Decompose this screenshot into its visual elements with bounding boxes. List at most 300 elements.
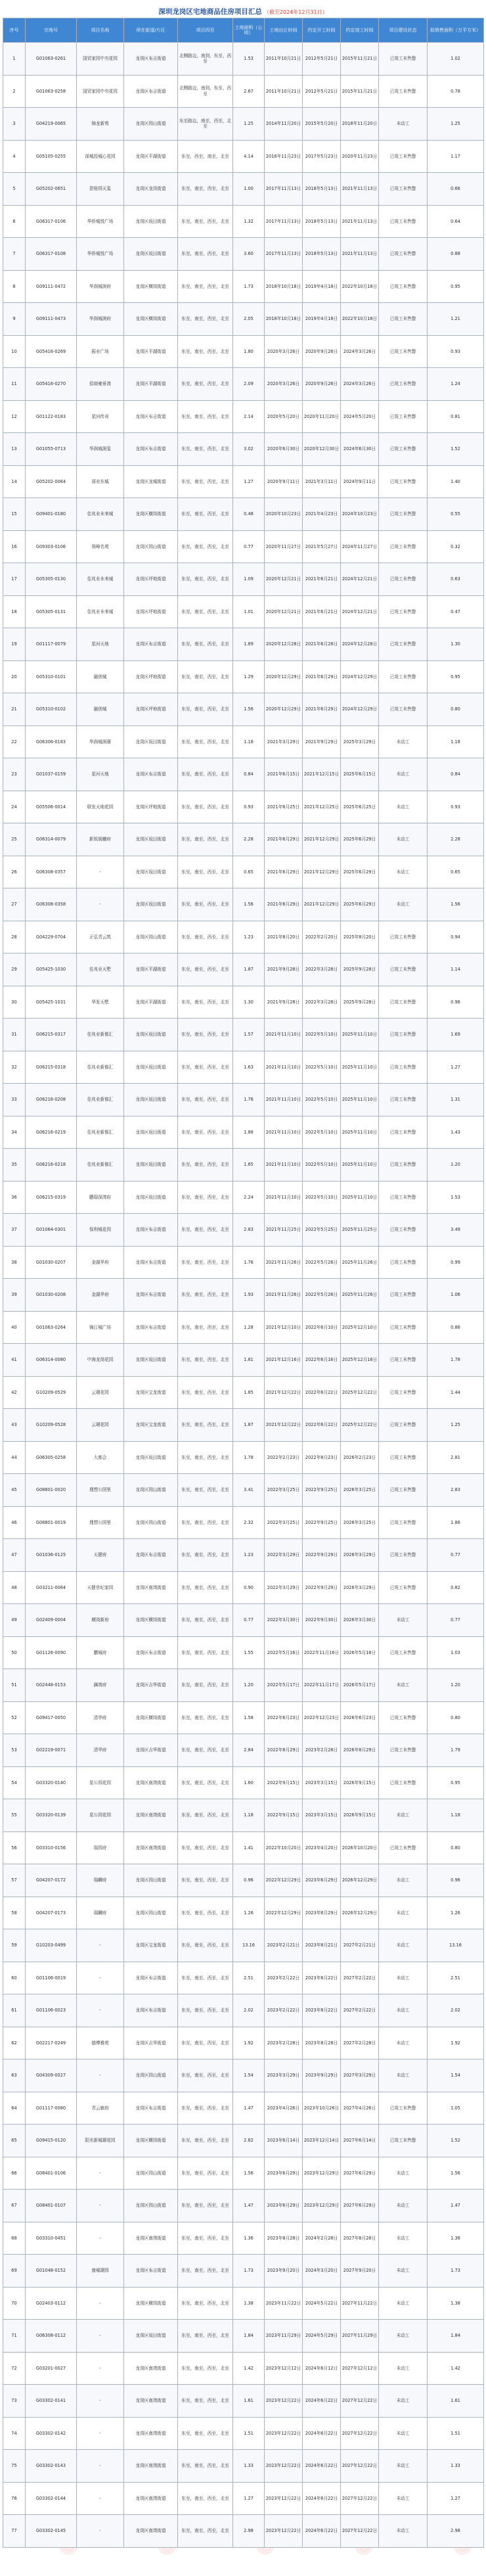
cell-index: 1 [3,43,26,76]
cell-transfer-date: 2022年3月30日 [265,1604,303,1637]
cell-transfer-date: 2021年3月29日 [265,725,303,758]
cell-index: 59 [3,1929,26,1962]
cell-project-name: 鹏城府 [77,1636,124,1669]
cell-transfer-date: 2022年3月25日 [265,1474,303,1507]
cell-boundaries: 东至，南至，西至，北至 [178,725,233,758]
cell-boundaries: 东至，南至，西至，北至 [178,1539,233,1572]
cell-transfer-date: 2022年5月17日 [265,1669,303,1702]
cell-sale-area: 0.95 [428,1766,484,1799]
cell-district: 龙岗区布吉街道 [124,1962,178,1994]
table-row [3,1279,484,1312]
cell-status: 已竣工未售罄 [379,368,428,401]
cell-start-date: 2023年6月29日 [303,1897,341,1929]
cell-district: 龙岗区园山街道 [124,921,178,954]
cell-district: 龙岗区坂田街道 [124,888,178,921]
cell-sale-area: 1.31 [428,1084,484,1116]
table-row [3,1669,484,1702]
cell-index: 26 [3,856,26,888]
cell-district: 龙岗区横岗街道 [124,303,178,336]
cell-district: 龙岗区坂田街道 [124,238,178,271]
header-status: 项目建设状态 [379,18,428,43]
cell-district: 龙岗区南湾街道 [124,2515,178,2548]
table-row [3,1409,484,1442]
cell-boundaries: 东至，南至，西至，北至 [178,2515,233,2548]
cell-completion-date: 2025年6月29日 [341,888,379,921]
cell-project-name: 青云廊府 [77,2092,124,2125]
cell-transfer-date: 2021年11月10日 [265,1116,303,1149]
cell-boundaries: 东至，南至，西至，北至 [178,465,233,498]
cell-boundaries: 东至，南至，西至，北至 [178,1084,233,1116]
cell-land-area: 2.28 [233,823,265,856]
cell-sale-area: 0.96 [428,1864,484,1897]
cell-project-name: 金湖华府 [77,1279,124,1312]
cell-start-date: 2023年9月29日 [303,2059,341,2092]
cell-status: 已竣工未售罄 [379,1181,428,1214]
cell-status: 已竣工未售罄 [379,563,428,596]
cell-parcel-id: G01037-0159 [26,758,77,791]
cell-status: 已竣工未售罄 [379,270,428,303]
cell-transfer-date: 2020年12月21日 [265,563,303,596]
table-row [3,1214,484,1247]
cell-index: 38 [3,1246,26,1279]
cell-parcel-id: G09111-0473 [26,303,77,336]
cell-district: 龙岗区坂田街道 [124,1116,178,1149]
cell-parcel-id: G04219-0065 [26,108,77,141]
cell-land-area: 1.29 [233,660,265,693]
cell-boundaries: 东至，南至，西至，北至 [178,693,233,726]
cell-project-name: 佳兆业天墅 [77,954,124,986]
cell-status: 已竣工未售罄 [379,335,428,368]
cell-sale-area: 0.84 [428,758,484,791]
cell-index: 2 [3,75,26,108]
cell-index: 46 [3,1506,26,1539]
cell-boundaries: 东至，南至，西至，北至 [178,986,233,1019]
cell-start-date: 2020年12月30日 [303,433,341,466]
cell-boundaries: 东至，南至，西至，北至 [178,173,233,206]
cell-parcel-id: G01055-0713 [26,433,77,466]
cell-boundaries: 东至，南至，西至，北至 [178,1506,233,1539]
cell-completion-date: 2026年2月23日 [341,1441,379,1474]
cell-project-name: 康城璟园 [77,2255,124,2288]
cell-completion-date: 2026年3月29日 [341,1539,379,1572]
cell-status: 已竣工未售罄 [379,1116,428,1149]
cell-completion-date: 2027年11月29日 [341,2320,379,2353]
cell-completion-date: 2026年3月25日 [341,1506,379,1539]
cell-sale-area: 1.03 [428,1636,484,1669]
cell-sale-area: 0.95 [428,660,484,693]
cell-sale-area: 1.33 [428,2450,484,2483]
table-row [3,173,484,206]
cell-start-date: 2022年5月26日 [303,1246,341,1279]
cell-land-area: 2.67 [233,75,265,108]
cell-completion-date: 2024年12月28日 [341,628,379,661]
cell-status: 已竣工未售罄 [379,43,428,76]
cell-land-area: 1.41 [233,1831,265,1864]
cell-land-area: 1.56 [233,693,265,726]
cell-status: 已竣工未售罄 [379,1506,428,1539]
table-row [3,1019,484,1051]
cell-parcel-id: G01036-0125 [26,1539,77,1572]
cell-transfer-date: 2023年4月26日 [265,2092,303,2125]
cell-transfer-date: 2020年12月21日 [265,595,303,628]
table-row [3,433,484,466]
cell-parcel-id: G03310-0451 [26,2222,77,2255]
cell-start-date: 2024年2月28日 [303,2222,341,2255]
cell-transfer-date: 2018年10月18日 [265,270,303,303]
cell-land-area: 2.24 [233,1181,265,1214]
cell-boundaries: 东至，南至，西至，北至 [178,1701,233,1734]
table-row [3,368,484,401]
cell-completion-date: 2024年12月21日 [341,595,379,628]
cell-parcel-id: G06308-0357 [26,856,77,888]
cell-index: 44 [3,1441,26,1474]
cell-sale-area: 1.21 [428,303,484,336]
cell-transfer-date: 2022年9月15日 [265,1766,303,1799]
cell-index: 29 [3,954,26,986]
header-transfer-date: 土地出让时间 [265,18,303,43]
cell-transfer-date: 2020年12月29日 [265,660,303,693]
cell-status: 未动工 [379,1864,428,1897]
cell-sale-area: 1.51 [428,2417,484,2450]
cell-sale-area: 0.99 [428,1246,484,1279]
cell-parcel-id: G06216-0218 [26,1149,77,1182]
cell-status: 已竣工未售罄 [379,1084,428,1116]
cell-start-date: 2021年3月11日 [303,465,341,498]
cell-start-date: 2022年9月30日 [303,1604,341,1637]
cell-parcel-id: G01122-0183 [26,400,77,433]
cell-status: 已竣工未售罄 [379,2092,428,2125]
cell-land-area: 1.85 [233,1376,265,1409]
cell-sale-area: 1.24 [428,368,484,401]
cell-boundaries: 东至，南至，西至，北至 [178,1474,233,1507]
cell-sale-area: 2.81 [428,1441,484,1474]
cell-start-date: 2024年5月29日 [303,2320,341,2353]
table-row [3,2287,484,2320]
cell-start-date: 2022年5月10日 [303,1149,341,1182]
cell-project-name: 澜湾府 [77,1669,124,1702]
cell-status: 未动工 [379,1929,428,1962]
table-row [3,238,484,271]
cell-land-area: 1.56 [233,888,265,921]
cell-boundaries: 东至，南至，西至，北至 [178,1149,233,1182]
cell-completion-date: 2025年12月22日 [341,1376,379,1409]
cell-land-area: 1.30 [233,986,265,1019]
cell-parcel-id: G03302-0144 [26,2482,77,2515]
cell-status: 已竣工未售罄 [379,1766,428,1799]
cell-district: 龙岗区园山街道 [124,1897,178,1929]
cell-parcel-id: G06314-0080 [26,1344,77,1377]
cell-land-area: 1.53 [233,43,265,76]
cell-start-date: 2022年9月25日 [303,1506,341,1539]
cell-project-name: 锦江城广场 [77,1311,124,1344]
cell-transfer-date: 2021年11月10日 [265,1051,303,1084]
cell-sale-area: 1.18 [428,725,484,758]
cell-boundaries: 北侧路边，南到，东至，西至 [178,43,233,76]
cell-district: 龙岗区布吉街道 [124,1279,178,1312]
cell-status: 未动工 [379,2320,428,2353]
cell-index: 18 [3,595,26,628]
cell-index: 33 [3,1084,26,1116]
cell-status: 已竣工未售罄 [379,1311,428,1344]
cell-district: 龙岗区坂田街道 [124,205,178,238]
cell-transfer-date: 2022年12月29日 [265,1897,303,1929]
cell-completion-date: 2027年12月22日 [341,2482,379,2515]
cell-completion-date: 2027年2月22日 [341,1994,379,2027]
cell-status: 已竣工未售罄 [379,660,428,693]
cell-completion-date: 2025年12月22日 [341,1409,379,1442]
cell-parcel-id: G05310-0102 [26,693,77,726]
header-row [3,18,484,43]
cell-project-name: 理想公园里 [77,1506,124,1539]
cell-boundaries: 东至，南至，西至，北至 [178,2255,233,2288]
cell-sale-area: 0.86 [428,1311,484,1344]
cell-transfer-date: 2021年12月22日 [265,1409,303,1442]
table-row [3,954,484,986]
cell-parcel-id: G02219-0071 [26,1734,77,1767]
cell-parcel-id: G05105-0255 [26,140,77,173]
table-row [3,400,484,433]
cell-sale-area: 0.65 [428,856,484,888]
cell-land-area: 2.84 [233,1734,265,1767]
cell-district: 龙岗区布吉街道 [124,1214,178,1247]
cell-completion-date: 2024年3月26日 [341,368,379,401]
cell-parcel-id: G08801-0020 [26,1474,77,1507]
cell-sale-area: 3.49 [428,1214,484,1247]
table-row [3,1831,484,1864]
cell-sale-area: 1.79 [428,1734,484,1767]
cell-project-name: - [77,2190,124,2222]
cell-boundaries: 东至，南至，西至，北至 [178,1376,233,1409]
cell-sale-area: 1.56 [428,2157,484,2190]
cell-status: 未动工 [379,108,428,141]
cell-land-area: 1.42 [233,2352,265,2385]
cell-project-name: - [77,2059,124,2092]
header-sale-area: 拟销售面积（万平方米） [428,18,484,43]
cell-district: 龙岗区园山街道 [124,530,178,563]
cell-boundaries: 东至，南至，西至，北至 [178,1929,233,1962]
cell-index: 23 [3,758,26,791]
cell-status: 未动工 [379,758,428,791]
cell-district: 龙岗区坂田街道 [124,1084,178,1116]
cell-index: 22 [3,725,26,758]
cell-start-date: 2024年6月22日 [303,2385,341,2418]
cell-parcel-id: G04207-0173 [26,1897,77,1929]
cell-land-area: 1.47 [233,2092,265,2125]
table-row [3,921,484,954]
cell-status: 已竣工未售罄 [379,400,428,433]
cell-district: 龙岗区园山街道 [124,1864,178,1897]
cell-project-name: - [77,1929,124,1962]
cell-completion-date: 2027年11月22日 [341,2287,379,2320]
cell-sale-area: 0.95 [428,270,484,303]
cell-completion-date: 2025年11月10日 [341,1149,379,1182]
cell-project-name: 华润城润府 [77,303,124,336]
cell-parcel-id: G02448-0153 [26,1669,77,1702]
table-row [3,1084,484,1116]
cell-status: 已竣工未售罄 [379,1344,428,1377]
cell-sale-area: 1.69 [428,1019,484,1051]
cell-boundaries: 东至，南至，西至，北至 [178,1831,233,1864]
cell-start-date: 2022年6月16日 [303,1344,341,1377]
cell-project-name: 星河传奇 [77,400,124,433]
cell-district: 龙岗区吉华街道 [124,1669,178,1702]
cell-index: 19 [3,628,26,661]
cell-start-date: 2023年10月26日 [303,2092,341,2125]
cell-land-area: 1.18 [233,725,265,758]
cell-district: 龙岗区坂田街道 [124,2320,178,2353]
cell-boundaries: 东至，南至，西至，北至 [178,530,233,563]
document-title-bar [0,7,486,16]
cell-start-date: 2021年12月29日 [303,823,341,856]
cell-transfer-date: 2021年11月26日 [265,1279,303,1312]
cell-index: 11 [3,368,26,401]
cell-district: 龙岗区横岗街道 [124,2125,178,2157]
cell-boundaries: 东至，南至，西至，北至 [178,238,233,271]
cell-land-area: 2.05 [233,303,265,336]
cell-land-area: 1.00 [233,173,265,206]
table-row [3,2222,484,2255]
cell-sale-area: 1.25 [428,1409,484,1442]
cell-index: 17 [3,563,26,596]
cell-sale-area: 1.43 [428,1116,484,1149]
cell-parcel-id: G04309-0027 [26,2059,77,2092]
cell-sale-area: 0.94 [428,921,484,954]
cell-status: 已竣工未售罄 [379,1831,428,1864]
cell-start-date: 2022年12月23日 [303,1701,341,1734]
table-row [3,1701,484,1734]
cell-land-area: 1.92 [233,2027,265,2059]
cell-transfer-date: 2023年12月12日 [265,2352,303,2385]
table-row [3,693,484,726]
cell-index: 49 [3,1604,26,1637]
cell-index: 27 [3,888,26,921]
cell-boundaries: 东至，南至，西至，北至 [178,2417,233,2450]
table-row [3,628,484,661]
cell-start-date: 2020年11月20日 [303,400,341,433]
cell-parcel-id: G08801-0019 [26,1506,77,1539]
cell-parcel-id: G06314-0079 [26,823,77,856]
cell-sale-area: 1.27 [428,2482,484,2515]
table-row [3,660,484,693]
cell-start-date: 2012年5月21日 [303,43,341,76]
cell-index: 70 [3,2287,26,2320]
cell-start-date: 2021年6月21日 [303,563,341,596]
cell-land-area: 2.14 [233,400,265,433]
cell-start-date: 2023年3月15日 [303,1766,341,1799]
cell-parcel-id: G05416-0270 [26,368,77,401]
table-row [3,1376,484,1409]
cell-sale-area: 1.92 [428,2027,484,2059]
cell-district: 龙岗区南湾街道 [124,2222,178,2255]
cell-index: 62 [3,2027,26,2059]
table-row [3,1766,484,1799]
cell-completion-date: 2027年2月21日 [341,1929,379,1962]
cell-district: 龙岗区南湾街道 [124,1571,178,1604]
table-row [3,2027,484,2059]
cell-land-area: 1.81 [233,1344,265,1377]
cell-transfer-date: 2022年6月23日 [265,1701,303,1734]
cell-transfer-date: 2020年12月28日 [265,628,303,661]
cell-start-date: 2022年11月17日 [303,1669,341,1702]
cell-district: 龙岗区横岗街道 [124,1604,178,1637]
cell-district: 龙岗区龙城街道 [124,465,178,498]
cell-boundaries: 东至，南至，西至，北至 [178,433,233,466]
cell-district: 龙岗区坂田街道 [124,823,178,856]
cell-status: 已竣工未售罄 [379,693,428,726]
cell-status: 已竣工未售罄 [379,75,428,108]
cell-sale-area: 1.27 [428,1051,484,1084]
cell-parcel-id: G01106-0023 [26,1994,77,2027]
cell-district: 龙岗区园山街道 [124,2157,178,2190]
cell-completion-date: 2027年12月22日 [341,2385,379,2418]
cell-start-date: 2022年8月23日 [303,1441,341,1474]
cell-boundaries: 东至，南至，西至，北至 [178,1799,233,1832]
cell-parcel-id: G03302-0141 [26,2385,77,2418]
cell-sale-area: 1.52 [428,433,484,466]
cell-start-date: 2023年12月14日 [303,2125,341,2157]
cell-status: 未动工 [379,2157,428,2190]
cell-boundaries: 东至，南至，西至，北至 [178,400,233,433]
cell-parcel-id: G03302-0145 [26,2515,77,2548]
cell-completion-date: 2022年10月18日 [341,270,379,303]
cell-index: 30 [3,986,26,1019]
table-row [3,1474,484,1507]
cell-project-name: 深业东城 [77,465,124,498]
header-boundaries: 项目四至 [178,18,233,43]
cell-index: 28 [3,921,26,954]
cell-status: 已竣工未售罄 [379,1149,428,1182]
cell-boundaries: 东至，南至，西至，北至 [178,1962,233,1994]
cell-index: 69 [3,2255,26,2288]
cell-boundaries: 北侧路边，南到，东至，西至 [178,75,233,108]
cell-sale-area: 0.77 [428,1604,484,1637]
table-row [3,1734,484,1767]
cell-land-area: 0.93 [233,791,265,823]
cell-project-name: 融创城 [77,693,124,726]
table-row [3,1929,484,1962]
cell-sale-area: 1.44 [428,1376,484,1409]
cell-land-area: 1.23 [233,1539,265,1572]
cell-parcel-id: G02409-0004 [26,1604,77,1637]
cell-status: 未动工 [379,2482,428,2515]
cell-transfer-date: 2021年6月25日 [265,791,303,823]
cell-district: 龙岗区横岗街道 [124,2287,178,2320]
cell-district: 龙岗区平湖街道 [124,986,178,1019]
cell-status: 已竣工未售罄 [379,205,428,238]
cell-boundaries: 东至，南至，西至，北至 [178,205,233,238]
cell-start-date: 2022年5月26日 [303,1279,341,1312]
cell-district: 龙岗区布吉街道 [124,1246,178,1279]
cell-start-date: 2021年6月28日 [303,628,341,661]
header-completion-date: 约定竣工时间 [341,18,379,43]
cell-boundaries: 东至，南至，西至，北至 [178,758,233,791]
cell-transfer-date: 2021年6月29日 [265,823,303,856]
cell-parcel-id: G08401-0107 [26,2190,77,2222]
cell-completion-date: 2026年3月30日 [341,1604,379,1637]
cell-index: 9 [3,303,26,336]
cell-district: 龙岗区南湾街道 [124,2417,178,2450]
cell-boundaries: 东至，南至，西至，北至 [178,2190,233,2222]
cell-project-name: - [77,2287,124,2320]
cell-land-area: 2.82 [233,2125,265,2157]
cell-transfer-date: 2020年3月26日 [265,335,303,368]
cell-start-date: 2022年2月20日 [303,921,341,954]
cell-parcel-id: G05416-0269 [26,335,77,368]
cell-project-name: 碧桂园天玺 [77,173,124,206]
cell-completion-date: 2024年12月29日 [341,693,379,726]
cell-parcel-id: G04207-0172 [26,1864,77,1897]
cell-project-name: 华发天墅 [77,986,124,1019]
